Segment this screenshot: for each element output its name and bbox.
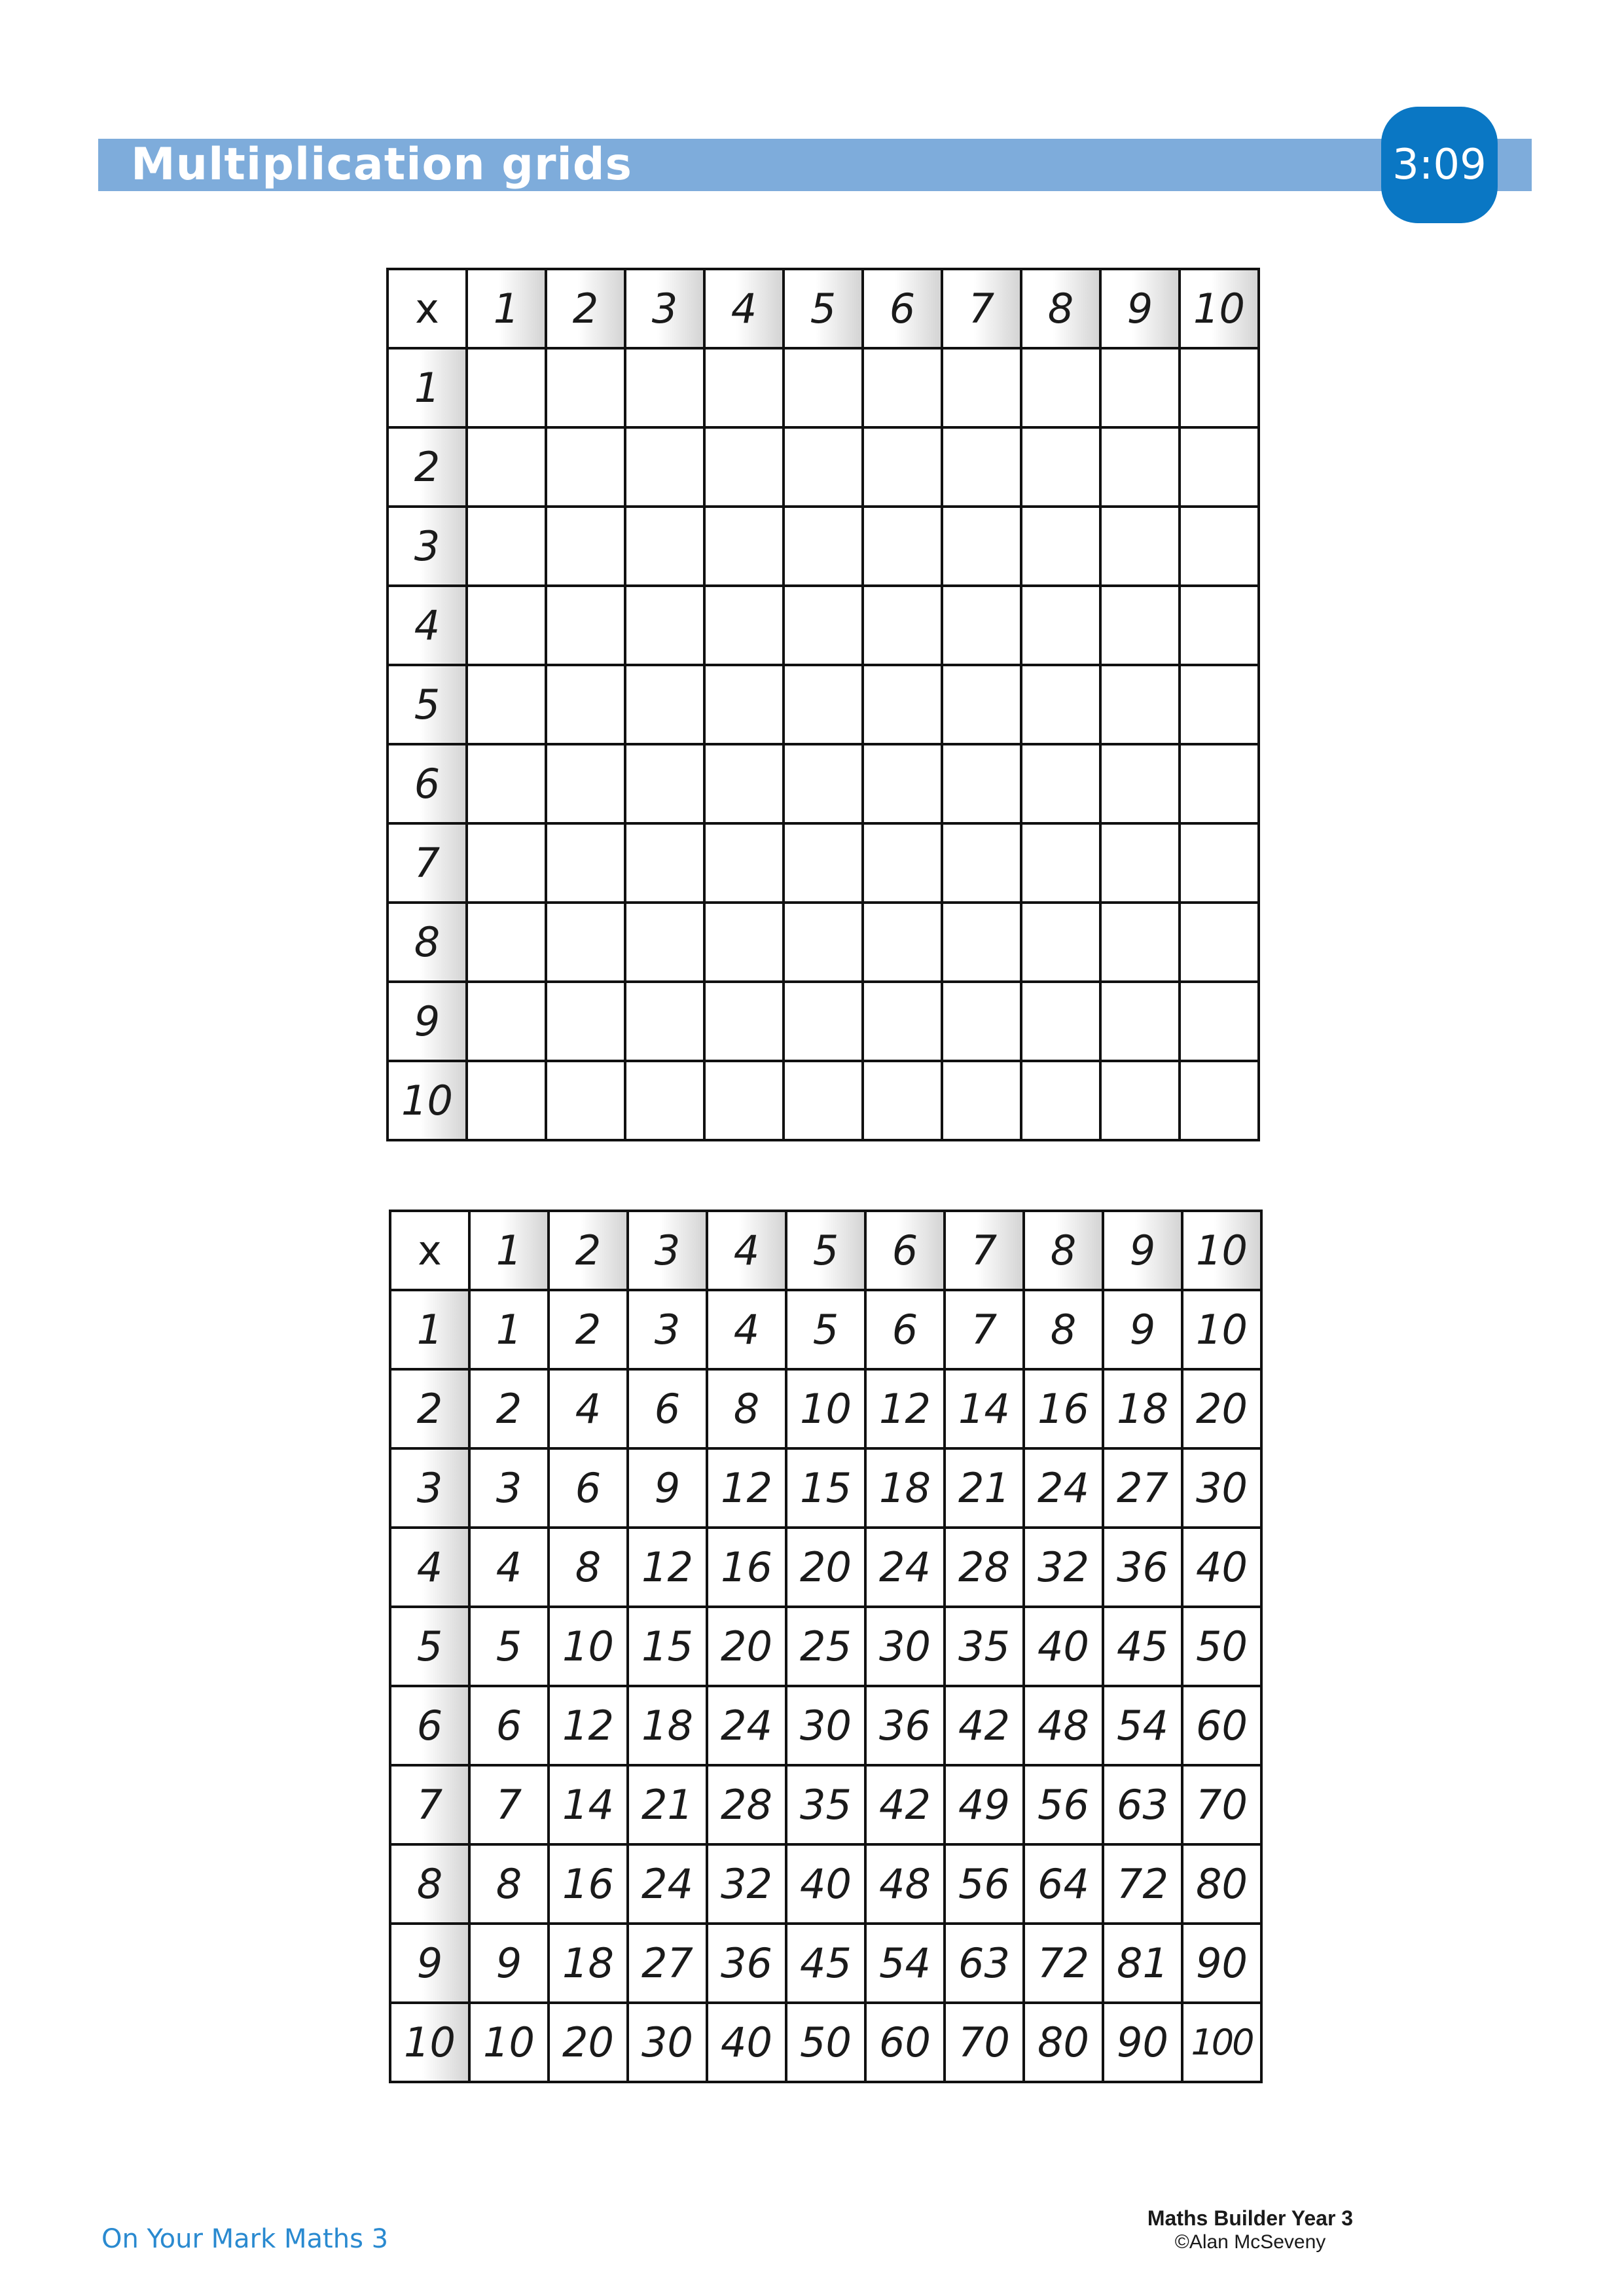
column-header: 8 — [1024, 1211, 1103, 1290]
product-cell: 50 — [1182, 1607, 1261, 1686]
empty-cell[interactable] — [1180, 903, 1259, 982]
product-cell: 40 — [1182, 1528, 1261, 1607]
empty-cell[interactable] — [863, 665, 942, 744]
product-cell: 42 — [865, 1765, 945, 1844]
product-cell: 32 — [707, 1844, 786, 1924]
empty-cell[interactable] — [1100, 348, 1180, 427]
row-header: 7 — [388, 823, 467, 903]
product-cell: 2 — [469, 1369, 549, 1448]
empty-cell[interactable] — [942, 744, 1021, 823]
empty-cell[interactable] — [467, 744, 546, 823]
product-cell: 30 — [1182, 1448, 1261, 1528]
table-row — [388, 665, 1259, 744]
product-cell: 10 — [549, 1607, 628, 1686]
empty-cell[interactable] — [1180, 507, 1259, 586]
empty-cell[interactable] — [1100, 1061, 1180, 1140]
empty-cell[interactable] — [704, 586, 784, 665]
product-cell: 3 — [628, 1290, 707, 1369]
empty-cell[interactable] — [784, 348, 863, 427]
column-header: 4 — [707, 1211, 786, 1290]
empty-cell[interactable] — [704, 903, 784, 982]
table-row — [390, 1290, 1261, 1369]
empty-cell[interactable] — [1100, 982, 1180, 1061]
product-cell: 60 — [1182, 1686, 1261, 1765]
row-header: 4 — [390, 1528, 469, 1607]
product-cell: 9 — [469, 1924, 549, 2003]
empty-cell[interactable] — [942, 507, 1021, 586]
empty-cell[interactable] — [467, 427, 546, 507]
table-row — [390, 1369, 1261, 1448]
product-cell: 20 — [549, 2003, 628, 2082]
column-header: 1 — [467, 269, 546, 348]
product-cell: 6 — [628, 1369, 707, 1448]
product-cell: 81 — [1103, 1924, 1182, 2003]
empty-cell[interactable] — [467, 507, 546, 586]
table-row — [390, 1924, 1261, 2003]
product-cell: 14 — [549, 1765, 628, 1844]
row-header: 3 — [388, 507, 467, 586]
product-cell: 27 — [1103, 1448, 1182, 1528]
empty-cell[interactable] — [1180, 823, 1259, 903]
empty-cell[interactable] — [704, 348, 784, 427]
product-cell: 6 — [469, 1686, 549, 1765]
empty-cell[interactable] — [863, 903, 942, 982]
filled-multiplication-grid — [389, 1210, 1263, 2083]
empty-cell[interactable] — [467, 348, 546, 427]
empty-cell[interactable] — [863, 823, 942, 903]
product-cell: 56 — [945, 1844, 1024, 1924]
product-cell: 50 — [786, 2003, 865, 2082]
row-header: 6 — [390, 1686, 469, 1765]
table-row — [390, 1528, 1261, 1607]
empty-cell[interactable] — [546, 903, 625, 982]
column-header: 10 — [1180, 269, 1259, 348]
row-header: 8 — [390, 1844, 469, 1924]
product-cell: 54 — [865, 1924, 945, 2003]
empty-cell[interactable] — [863, 348, 942, 427]
empty-cell[interactable] — [863, 744, 942, 823]
empty-cell[interactable] — [625, 903, 704, 982]
empty-cell[interactable] — [863, 507, 942, 586]
product-cell: 30 — [786, 1686, 865, 1765]
product-cell: 15 — [628, 1607, 707, 1686]
empty-cell[interactable] — [625, 982, 704, 1061]
product-cell: 1 — [469, 1290, 549, 1369]
product-cell: 80 — [1182, 1844, 1261, 1924]
empty-cell[interactable] — [467, 665, 546, 744]
row-header: 9 — [388, 982, 467, 1061]
row-header: 10 — [388, 1061, 467, 1140]
footer-series-name: On Your Mark Maths 3 — [101, 2224, 389, 2254]
empty-cell[interactable] — [704, 427, 784, 507]
empty-cell[interactable] — [625, 586, 704, 665]
blank-multiplication-grid — [386, 268, 1260, 1141]
empty-cell[interactable] — [625, 348, 704, 427]
empty-cell[interactable] — [625, 1061, 704, 1140]
product-cell: 6 — [549, 1448, 628, 1528]
empty-cell[interactable] — [863, 1061, 942, 1140]
footer-book-info — [1113, 2206, 1388, 2254]
product-cell: 70 — [945, 2003, 1024, 2082]
empty-cell[interactable] — [1180, 982, 1259, 1061]
product-cell: 24 — [865, 1528, 945, 1607]
empty-cell[interactable] — [546, 427, 625, 507]
product-cell: 24 — [707, 1686, 786, 1765]
product-cell: 7 — [469, 1765, 549, 1844]
row-header: 2 — [390, 1369, 469, 1448]
column-header: 4 — [704, 269, 784, 348]
product-cell: 6 — [865, 1290, 945, 1369]
table-row — [390, 1448, 1261, 1528]
product-cell: 7 — [945, 1290, 1024, 1369]
table-row — [388, 982, 1259, 1061]
empty-cell[interactable] — [704, 507, 784, 586]
product-cell: 18 — [549, 1924, 628, 2003]
empty-cell[interactable] — [625, 823, 704, 903]
empty-cell[interactable] — [467, 903, 546, 982]
table-row — [388, 903, 1259, 982]
row-header: 7 — [390, 1765, 469, 1844]
empty-cell[interactable] — [704, 744, 784, 823]
product-cell: 18 — [865, 1448, 945, 1528]
product-cell: 49 — [945, 1765, 1024, 1844]
product-cell: 3 — [469, 1448, 549, 1528]
empty-cell[interactable] — [1180, 348, 1259, 427]
empty-cell[interactable] — [784, 507, 863, 586]
empty-cell[interactable] — [625, 427, 704, 507]
empty-cell[interactable] — [467, 823, 546, 903]
table-row — [388, 348, 1259, 427]
empty-cell[interactable] — [784, 823, 863, 903]
column-header: 5 — [786, 1211, 865, 1290]
grid-corner-x: x — [388, 269, 467, 348]
empty-cell[interactable] — [1021, 823, 1100, 903]
product-cell: 8 — [1024, 1290, 1103, 1369]
table-row — [390, 1607, 1261, 1686]
empty-cell[interactable] — [784, 744, 863, 823]
column-header: 3 — [625, 269, 704, 348]
empty-cell[interactable] — [1180, 744, 1259, 823]
empty-cell[interactable] — [1021, 744, 1100, 823]
empty-cell[interactable] — [784, 665, 863, 744]
product-cell: 40 — [786, 1844, 865, 1924]
column-header: 7 — [942, 269, 1021, 348]
table-row — [388, 586, 1259, 665]
product-cell: 60 — [865, 2003, 945, 2082]
empty-cell[interactable] — [625, 507, 704, 586]
product-cell: 100 — [1182, 2003, 1261, 2082]
product-cell: 4 — [469, 1528, 549, 1607]
empty-cell[interactable] — [546, 586, 625, 665]
product-cell: 54 — [1103, 1686, 1182, 1765]
product-cell: 12 — [628, 1528, 707, 1607]
empty-cell[interactable] — [625, 665, 704, 744]
empty-cell[interactable] — [1180, 665, 1259, 744]
empty-cell[interactable] — [546, 348, 625, 427]
column-header: 2 — [546, 269, 625, 348]
product-cell: 10 — [786, 1369, 865, 1448]
row-header: 4 — [388, 586, 467, 665]
product-cell: 10 — [1182, 1290, 1261, 1369]
product-cell: 12 — [549, 1686, 628, 1765]
row-header: 9 — [390, 1924, 469, 2003]
empty-cell[interactable] — [546, 982, 625, 1061]
empty-cell[interactable] — [1021, 903, 1100, 982]
page-title: Multiplication grids — [131, 139, 632, 190]
column-header: 10 — [1182, 1211, 1261, 1290]
empty-cell[interactable] — [1100, 744, 1180, 823]
product-cell: 63 — [1103, 1765, 1182, 1844]
empty-cell[interactable] — [784, 1061, 863, 1140]
empty-cell[interactable] — [1100, 586, 1180, 665]
column-header: 7 — [945, 1211, 1024, 1290]
empty-cell[interactable] — [942, 823, 1021, 903]
row-header: 1 — [388, 348, 467, 427]
product-cell: 56 — [1024, 1765, 1103, 1844]
product-cell: 48 — [1024, 1686, 1103, 1765]
empty-cell[interactable] — [467, 982, 546, 1061]
product-cell: 63 — [945, 1924, 1024, 2003]
empty-cell[interactable] — [942, 903, 1021, 982]
product-cell: 14 — [945, 1369, 1024, 1448]
product-cell: 9 — [1103, 1290, 1182, 1369]
product-cell: 72 — [1024, 1924, 1103, 2003]
product-cell: 35 — [945, 1607, 1024, 1686]
product-cell: 16 — [707, 1528, 786, 1607]
empty-cell[interactable] — [863, 982, 942, 1061]
empty-cell[interactable] — [1180, 427, 1259, 507]
product-cell: 24 — [1024, 1448, 1103, 1528]
row-header: 5 — [390, 1607, 469, 1686]
product-cell: 15 — [786, 1448, 865, 1528]
column-header: 1 — [469, 1211, 549, 1290]
column-header: 9 — [1100, 269, 1180, 348]
column-header: 6 — [865, 1211, 945, 1290]
product-cell: 5 — [786, 1290, 865, 1369]
table-row — [390, 1686, 1261, 1765]
product-cell: 72 — [1103, 1844, 1182, 1924]
row-header: 8 — [388, 903, 467, 982]
product-cell: 27 — [628, 1924, 707, 2003]
empty-cell[interactable] — [546, 744, 625, 823]
row-header: 1 — [390, 1290, 469, 1369]
product-cell: 20 — [707, 1607, 786, 1686]
table-row — [390, 2003, 1261, 2082]
empty-cell[interactable] — [704, 823, 784, 903]
empty-cell[interactable] — [1021, 348, 1100, 427]
product-cell: 8 — [469, 1844, 549, 1924]
product-cell: 45 — [1103, 1607, 1182, 1686]
empty-cell[interactable] — [784, 586, 863, 665]
product-cell: 28 — [945, 1528, 1024, 1607]
product-cell: 4 — [549, 1369, 628, 1448]
empty-cell[interactable] — [1180, 586, 1259, 665]
empty-cell[interactable] — [863, 427, 942, 507]
product-cell: 70 — [1182, 1765, 1261, 1844]
product-cell: 24 — [628, 1844, 707, 1924]
product-cell: 9 — [628, 1448, 707, 1528]
product-cell: 12 — [865, 1369, 945, 1448]
product-cell: 20 — [786, 1528, 865, 1607]
product-cell: 36 — [865, 1686, 945, 1765]
grid-header-row — [388, 269, 1259, 348]
empty-cell[interactable] — [625, 744, 704, 823]
product-cell: 90 — [1182, 1924, 1261, 2003]
product-cell: 42 — [945, 1686, 1024, 1765]
product-cell: 4 — [707, 1290, 786, 1369]
empty-cell[interactable] — [1180, 1061, 1259, 1140]
product-cell: 80 — [1024, 2003, 1103, 2082]
empty-cell[interactable] — [1100, 507, 1180, 586]
column-header: 8 — [1021, 269, 1100, 348]
product-cell: 10 — [469, 2003, 549, 2082]
row-header: 10 — [390, 2003, 469, 2082]
empty-cell[interactable] — [784, 903, 863, 982]
product-cell: 36 — [1103, 1528, 1182, 1607]
footer-copyright: ©Alan McSeveny — [1174, 2231, 1326, 2253]
table-row — [390, 1765, 1261, 1844]
empty-cell[interactable] — [942, 586, 1021, 665]
product-cell: 21 — [945, 1448, 1024, 1528]
empty-cell[interactable] — [704, 1061, 784, 1140]
empty-cell[interactable] — [467, 1061, 546, 1140]
empty-cell[interactable] — [1021, 1061, 1100, 1140]
column-header: 3 — [628, 1211, 707, 1290]
empty-cell[interactable] — [942, 665, 1021, 744]
empty-cell[interactable] — [1021, 665, 1100, 744]
column-header: 9 — [1103, 1211, 1182, 1290]
product-cell: 8 — [549, 1528, 628, 1607]
empty-cell[interactable] — [1021, 586, 1100, 665]
empty-cell[interactable] — [942, 348, 1021, 427]
empty-cell[interactable] — [546, 1061, 625, 1140]
empty-cell[interactable] — [704, 665, 784, 744]
product-cell: 2 — [549, 1290, 628, 1369]
column-header: 2 — [549, 1211, 628, 1290]
empty-cell[interactable] — [704, 982, 784, 1061]
product-cell: 32 — [1024, 1528, 1103, 1607]
table-row — [388, 744, 1259, 823]
empty-cell[interactable] — [1021, 507, 1100, 586]
empty-cell[interactable] — [784, 982, 863, 1061]
empty-cell[interactable] — [1021, 982, 1100, 1061]
grid-corner-x: x — [390, 1211, 469, 1290]
product-cell: 28 — [707, 1765, 786, 1844]
product-cell: 20 — [1182, 1369, 1261, 1448]
empty-cell[interactable] — [1021, 427, 1100, 507]
empty-cell[interactable] — [546, 823, 625, 903]
product-cell: 18 — [1103, 1369, 1182, 1448]
product-cell: 36 — [707, 1924, 786, 2003]
table-row — [388, 823, 1259, 903]
product-cell: 16 — [1024, 1369, 1103, 1448]
empty-cell[interactable] — [1100, 665, 1180, 744]
empty-cell[interactable] — [863, 586, 942, 665]
table-row — [388, 427, 1259, 507]
empty-cell[interactable] — [467, 586, 546, 665]
product-cell: 16 — [549, 1844, 628, 1924]
empty-cell[interactable] — [942, 982, 1021, 1061]
table-row — [388, 507, 1259, 586]
empty-cell[interactable] — [546, 507, 625, 586]
product-cell: 35 — [786, 1765, 865, 1844]
product-cell: 40 — [1024, 1607, 1103, 1686]
product-cell: 30 — [628, 2003, 707, 2082]
column-header: 5 — [784, 269, 863, 348]
row-header: 3 — [390, 1448, 469, 1528]
table-row — [390, 1844, 1261, 1924]
empty-cell[interactable] — [1100, 903, 1180, 982]
product-cell: 45 — [786, 1924, 865, 2003]
product-cell: 12 — [707, 1448, 786, 1528]
empty-cell[interactable] — [1100, 823, 1180, 903]
product-cell: 64 — [1024, 1844, 1103, 1924]
table-row — [388, 1061, 1259, 1140]
product-cell: 25 — [786, 1607, 865, 1686]
empty-cell[interactable] — [942, 1061, 1021, 1140]
product-cell: 8 — [707, 1369, 786, 1448]
product-cell: 18 — [628, 1686, 707, 1765]
footer-book-title: Maths Builder Year 3 — [1147, 2206, 1354, 2230]
product-cell: 90 — [1103, 2003, 1182, 2082]
empty-cell[interactable] — [1100, 427, 1180, 507]
empty-cell[interactable] — [784, 427, 863, 507]
column-header: 6 — [863, 269, 942, 348]
product-cell: 40 — [707, 2003, 786, 2082]
empty-cell[interactable] — [942, 427, 1021, 507]
product-cell: 21 — [628, 1765, 707, 1844]
row-header: 2 — [388, 427, 467, 507]
row-header: 6 — [388, 744, 467, 823]
grid-header-row — [390, 1211, 1261, 1290]
section-badge: 3:09 — [1381, 107, 1498, 223]
product-cell: 48 — [865, 1844, 945, 1924]
row-header: 5 — [388, 665, 467, 744]
product-cell: 5 — [469, 1607, 549, 1686]
empty-cell[interactable] — [546, 665, 625, 744]
product-cell: 30 — [865, 1607, 945, 1686]
